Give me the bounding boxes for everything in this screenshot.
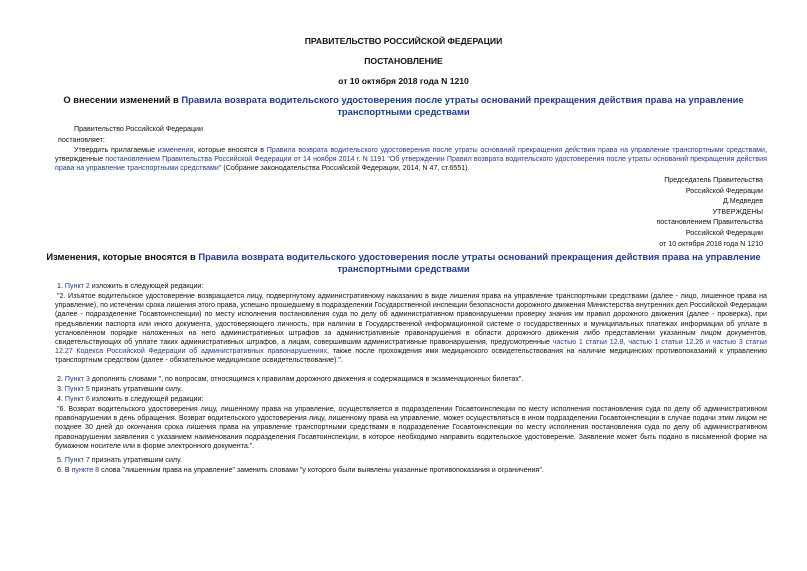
- intro-paragraph: [55, 146, 767, 174]
- quote-point-6: "6. Возврат водительского удостоверения лицу, лишенному права на управление, осуществляется в подразделении Госавтоинспекции по месту исполнения постановления суда по делу об административном правонарушении в день обращения. Возврат водительского удостоверения лицу, лишенному права на управление, может осуществляться в ином подразделении Госавтоинспекции в случае подачи этим лицом не позднее 30 дней до окончания срока лишения права на управление транспортными средствами в подразделение Госавтоинспекции по месту исполнения постановления суда по делу об административном правонарушении заявления с указанием наименования подразделения Госавтоинспекции, в которое необходимо направить водительское удостоверение. Заявление может быть подано в письменной форме на бумажном носителе или в форме электронного документа.".: [55, 405, 767, 450]
- changes-title: [40, 251, 767, 275]
- item-3-link[interactable]: Пункт 5: [64, 385, 90, 393]
- intro-resolves: постановляет:: [58, 136, 105, 144]
- item-6-link[interactable]: пункте 8: [71, 466, 100, 474]
- item-1-text: изложить в следующей редакции:: [89, 282, 204, 290]
- item-4-num: 4.: [57, 395, 65, 403]
- quote-point-2: [55, 292, 767, 366]
- approved-line-2: постановлением Правительства: [656, 218, 763, 227]
- document-title: [40, 94, 767, 118]
- item-2: [57, 375, 523, 384]
- approved-line-3: Российской Федерации: [685, 228, 763, 237]
- intro-government: Правительство Российской Федерации: [74, 125, 203, 133]
- changes-link[interactable]: изменения: [157, 146, 194, 154]
- item-5: [57, 456, 182, 465]
- changes-title-prefix: Изменения, которые вносятся в: [46, 251, 199, 262]
- doc-date-heading: от 10 октября 2018 года N 1210: [338, 76, 469, 86]
- signature-line-3: Д.Медведев: [722, 197, 763, 206]
- intro-text-1: Утвердить прилагаемые: [74, 146, 158, 154]
- koap-link[interactable]: частью 1 статьи 12.8, частью 1 статьи 12.26 и частью 3 статьи 12.27 Кодекса Российской Федерации об административных правонарушениях: [55, 338, 768, 356]
- signature-block: [463, 175, 763, 249]
- approved-line-4: от 10 октября 2018 года N 1210: [659, 239, 763, 248]
- title-rules-link[interactable]: Правила возврата водительского удостоверения после утраты оснований прекращения действия права на управление транспортными средствами: [181, 94, 744, 117]
- item-1-num: 1.: [57, 282, 65, 290]
- item-1-link[interactable]: Пункт 2: [64, 282, 90, 290]
- item-3-num: 3.: [57, 385, 65, 393]
- item-2-text: дополнить словами ", по вопросам, относящимся к правилам дорожного движения и содержащимся в экзаменационных билетах".: [89, 375, 524, 383]
- item-6-num: 6. В: [57, 466, 72, 474]
- item-3-text: признать утратившим силу.: [89, 385, 182, 393]
- item-6: [57, 466, 544, 475]
- quote-2-text-a: "2. Изъятое водительское удостоверение возвращается лицу, подвергнутому административному наказанию в виде лишения права на управление транспортными средствами (далее - лицо, лишенное права на управление), по истечении срока лишения этого права, успешно прошедшему в подразделении Государственной инспекции безопасности дорожного движения Министерства внутренних дел Российской Федерации (далее - подразделение Госавтоинспекции) по месту исполнения постановления суда по делу об административном правонарушении проверку знания им правил дорожного движения (далее - проверка), при предъявлении паспорта или иного документа, удостоверяющего личность, при наличии в Государственной информационной системе о государственных и муниципальных платежах информации об уплате в установленном порядке наложенных на него административных штрафов за административные правонарушения в области дорожного движения либо представлении указанным лицом документов, свидетельствующих об уплате таких административных штрафов, а лицам, совершившим административные правонарушения, предусмотренные: [55, 292, 767, 347]
- intro-text-3: , утвержденные: [55, 146, 767, 164]
- item-6-text: слова "лишенным права на управление" заменить словами "у которого были выявлены указанные противопоказания и ограничения".: [99, 466, 544, 474]
- signature-line-1: Председатель Правительства: [664, 176, 763, 184]
- signature-line-2: Российской Федерации: [685, 186, 763, 195]
- item-4-link[interactable]: Пункт 6: [64, 395, 90, 403]
- item-5-link[interactable]: Пункт 7: [64, 456, 90, 464]
- gov-heading: ПРАВИТЕЛЬСТВО РОССИЙСКОЙ ФЕДЕРАЦИИ: [304, 36, 503, 46]
- item-4-text: изложить в следующей редакции:: [89, 395, 204, 403]
- approved-line-1: УТВЕРЖДЕНЫ: [712, 207, 763, 216]
- item-1: [57, 282, 203, 291]
- changes-title-rules-link[interactable]: Правила возврата водительского удостоверения после утраты оснований прекращения действия права на управление транспортными средствами: [198, 251, 761, 274]
- doc-type-heading: ПОСТАНОВЛЕНИЕ: [364, 56, 443, 66]
- intro-text-2: , которые вносятся в: [193, 146, 267, 154]
- item-2-num: 2.: [57, 375, 65, 383]
- intro-text-4: (Собрание законодательства Российской Федерации, 2014, N 47, ст.6551).: [221, 164, 470, 173]
- item-4: [57, 395, 203, 404]
- item-2-link[interactable]: Пункт 3: [64, 375, 90, 383]
- title-prefix: О внесении изменений в: [63, 94, 182, 105]
- rules-link[interactable]: Правила возврата водительского удостоверения после утраты оснований прекращения действия права на управление транспортными средствами: [266, 146, 766, 154]
- resolution-1191-link[interactable]: постановлением Правительства Российской Федерации от 14 ноября 2014 г. N 1191 "Об утверждении Правил возврата водительского удостоверения после утраты оснований прекращения действия права на управление транспортными средствами": [55, 155, 767, 173]
- item-3: [57, 385, 182, 394]
- quote-2-text-b: , также после прохождения ими медицинского освидетельствования на наличие медицинских противопоказаний к управлению транспортным средством (далее - обязательное медицинское освидетельствование).".: [55, 347, 767, 365]
- item-5-text: признать утратившим силу.: [89, 456, 182, 464]
- item-5-num: 5.: [57, 456, 65, 464]
